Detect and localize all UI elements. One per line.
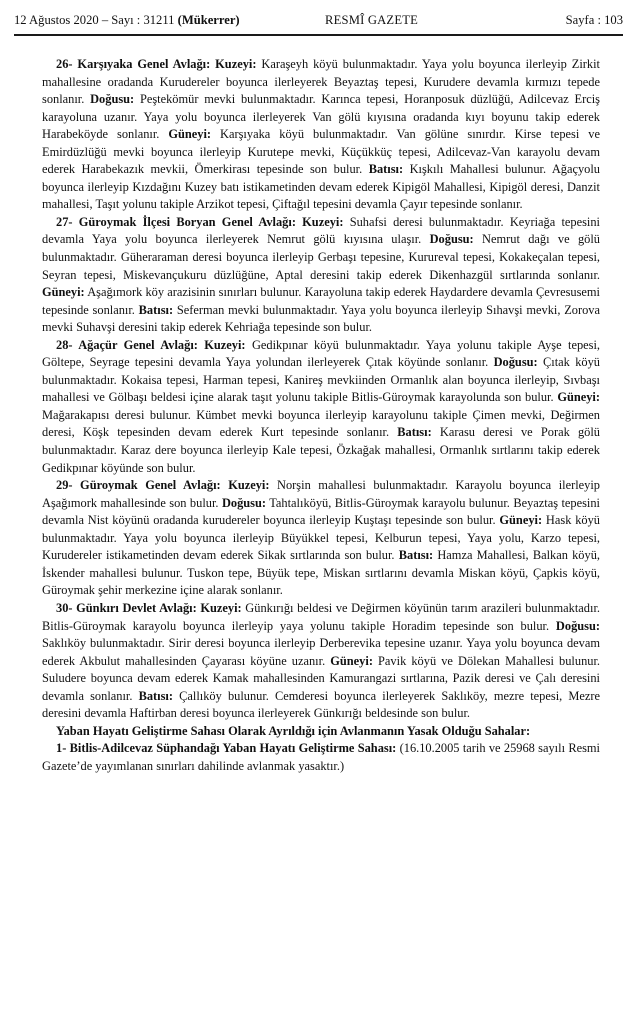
paragraph-text: Tahtalıköyü, Bitlis-Güroymak karayolu bulunur. Beyaztaş tepesini devamla Nist köyünü oradanda kurudereler boyunca ilerleyip Kuştaşı tepesinde son bulur. — [42, 495, 601, 528]
paragraph-text: Karasu deresi ve Porak gölü bulunmaktadır. Karaz dere boyunca ilerleyip Kale tepesi, Özkağak mahallesi, Ormanlık sırtlarını takip ederek Gedikpınar köyünde son bulur. — [42, 425, 600, 475]
paragraph-text: Pavik köyü ve Dölekan Mahallesi bulunur. Suludere boyunca devam ederek Kamak mahallesinden Kamurangazi sırtlarına, Pazik deresi ve Çalı deresini devamla sonlanır. — [42, 653, 600, 703]
bold-heading-text: Doğusu: — [555, 618, 600, 633]
paragraph — [42, 723, 600, 741]
paragraph-text: Çallıköy bulunur. Cemderesi boyunca ilerleyerek Saklıköy, mezre tepesi, Mezre deresini devamla Haftirban deresi boyunca ilerleyerek Günkırığı beldesinde son bulur. — [42, 688, 601, 721]
header-page-number: Sayfa : 103 — [565, 13, 623, 27]
bold-heading-text: Güneyi: — [330, 653, 373, 668]
bold-heading-text: 28- Ağaçür Genel Avlağı: Kuzeyi: — [56, 337, 246, 352]
bold-heading-text: 1- Bitlis-Adilcevaz Süphandağı Yaban Hayatı Geliştirme Sahası: — [56, 741, 397, 756]
bold-heading-text: Güneyi: — [168, 127, 212, 142]
bold-heading-text: Doğusu: — [221, 495, 267, 510]
paragraph-text: Karşıyaka köyü bulunmaktadır. Van gölüne sınırdır. Kirse tepesi ve Emirdüzlüğü mevki boyunca ilerleyip Kurutepe mevki, Küçükküç tepesi, Adilcevaz-Van karayolu devam ederek Harabekazık mevkii, Ömerkirası tepesinde son bulur. — [42, 127, 600, 177]
paragraph — [42, 214, 600, 337]
paragraph-text: Suhafsi deresi bulunmaktadır. Keyriağa tepesini devamla Yaya yolu boyunca ilerleyerek Nemrut gölü kıyısına ulaşır. — [42, 214, 600, 247]
paragraph-text: Gedikpınar köyü bulunmaktadır. Yaya yolunu takiple Ayşe tepesi, Göltepe, Seyrage tepesini devamla Yaya yolundan ilerleyerek Çıtak köyünde sonlanır. — [42, 337, 600, 370]
paragraph-text: Nemrut dağı ve gölü bulunmaktadır. Güheraraman deresi boyunca ilerleyip Gerbaşı tepesine, Kurureval tepesi, Kokakeçalan tepesi, Seyran tepesi, Miskevançukuru düzlüğüne, Aptal deresini takip ederek Dikenhazgül sırtlarında sonlanır. — [42, 232, 600, 282]
paragraph-text: Mağarakapısı deresi bulunur. Kümbet mevki boyunca ilerleyip karayolunu takiple Çimen mevki, Değirmen deresi, Köşk tepesinden devam ederek Kurt tepesinde sonlanır. — [42, 407, 600, 440]
bold-heading-text: Batısı: — [138, 302, 174, 317]
paragraph-text: Kışkılı Mahallesi bulunur. Ağaçyolu boyunca ilerleyip Kızdağını Kuzey batı istikametinden devam ederek Kipigöl Mahallesi, Kipigöl deresi, Danzit mahallesi, Taşıt yolunu takiple Arzikot tepesi, Çiftağıl tepesini devamla Çayır tepesinde sonlanır. — [42, 162, 601, 212]
paragraph-text: Günkırığı beldesi ve Değirmen köyünün tarım arazileri bulunmaktadır. Bitlis-Güroymak karayolu boyunca ilerleyip yaya yolunu takiple Horadim tepesinde son bulur. — [42, 600, 600, 633]
bold-heading-text: 30- Günkırı Devlet Avlağı: Kuzeyi: — [56, 600, 242, 615]
paragraph-text: Aşağımork köy arazisinin sınırları bulunur. Karayoluna takip ederek Haydardere devamla Çevresusemi tepesinde sonlanır. — [42, 285, 600, 317]
header-issue-note: (Mükerrer) — [177, 13, 240, 27]
bold-heading-text: Güneyi: — [499, 513, 543, 528]
bold-heading-text: 29- Güroymak Genel Avlağı: Kuzeyi: — [56, 478, 270, 493]
paragraph — [42, 477, 600, 600]
bold-heading-text: Batısı: — [368, 162, 404, 177]
bold-heading-text: Doğusu: — [493, 355, 538, 370]
bold-heading-text: 26- Karşıyaka Genel Avlağı: Kuzeyi: — [56, 57, 257, 71]
bold-heading-text: Güneyi: — [42, 285, 85, 300]
bold-heading-text: 27- Güroymak İlçesi Boryan Genel Avlağı: Kuzeyi: — [56, 214, 344, 229]
page-header — [14, 8, 623, 36]
paragraph — [42, 600, 600, 723]
header-gazette-name: RESMÎ GAZETE — [325, 13, 418, 27]
paragraph-text: Peştekömür mevki bulunmaktadır. Karınca tepesi, Horanposuk düzlüğü, Adilcevaz Erciş karayoluna uzanır. Yaya yolu boyunca ilerleyerek Van gölü kıyısına oradanda kıyı boyunu takip ederek Harabeköyde sonlanır. — [42, 92, 600, 142]
document-body — [42, 56, 600, 775]
paragraph-text: Saklıköy bulunmaktadır. Sirir deresi boyunca ilerleyip Derberevika tepesine uzanır. Yaya yolu boyunca devam ederek Akbulut mahallesinden Çayarası köyüne uzanır. — [42, 636, 600, 668]
paragraph — [42, 337, 600, 477]
paragraph-text: Çıtak köyü bulunmaktadır. Kokaisa tepesi, Harman tepesi, Kanireş mevkiinden Ormanlık alan boyunca ilerleyip, Sıvbaşı mahallesi ve Gölbaşı beldesi içine alarak taşıt yolunu takiple Bitlis-Güroymak karayolunda son bulur. — [42, 355, 600, 405]
bold-heading-text: Batısı: — [138, 688, 173, 703]
header-date-issue — [14, 8, 240, 32]
paragraph-text: (16.10.2005 tarih ve 25968 sayılı Resmi Gazete’de yayımlanan sınırları dahilinde avlanmak yasaktır.) — [42, 741, 600, 773]
bold-heading-text: Doğusu: — [90, 92, 135, 107]
paragraph-text: Hask köyü bulunmaktadır. Yaya yolu boyunca ilerleyip Büyükkel tepesi, Kelburun tepesi, Yaya yolu, Karzo tepesi, Kurudereler istikametinden devam ederek Sikak sırtlarında son bulur. — [42, 513, 600, 563]
bold-heading-text: Yaban Hayatı Geliştirme Sahası Olarak Ayrıldığı için Avlanmanın Yasak Olduğu Sahalar: — [56, 723, 531, 738]
paragraph — [42, 740, 600, 775]
bold-heading-text: Batısı: — [397, 425, 432, 440]
bold-heading-text: Doğusu: — [429, 232, 474, 247]
bold-heading-text: Güneyi: — [557, 390, 600, 405]
paragraph-text: Norşin mahallesi bulunmaktadır. Karayolu boyunca ilerleyip Aşağımork mahallesinde son bulur. — [42, 478, 600, 510]
paragraph — [42, 56, 600, 214]
paragraph-text: Hamza Mahallesi, Balkan köyü, İskender mahallesi bulunur. Tuskon tepe, Büyük tepe, Miskan sırtlarını devamla Miskan köyü, Çapkis köyü, Güroymak şehir merkezine içine alarak sonlanır. — [42, 548, 600, 598]
paragraph-text: Karaşeyh köyü bulunmaktadır. Yaya yolu boyunca ilerleyip Zirkit mahallesine oradanda Kurudereler boyunca ilerleyerek Beyaztaş tepesi, Kurudere devamla kırmızı tepede sonlanır. — [42, 57, 600, 107]
bold-heading-text: Batısı: — [398, 548, 434, 563]
header-date-issue-text: 12 Ağustos 2020 – Sayı : 31211 — [14, 13, 178, 27]
paragraph-text: Seferman mevki bulunmaktadır. Yaya yolu boyunca ilerleyip Sıhavşi mevki, Zorova mevki Suhavşi deresini takip ederek Kehriağa tepesinde son bulur. — [42, 302, 600, 335]
